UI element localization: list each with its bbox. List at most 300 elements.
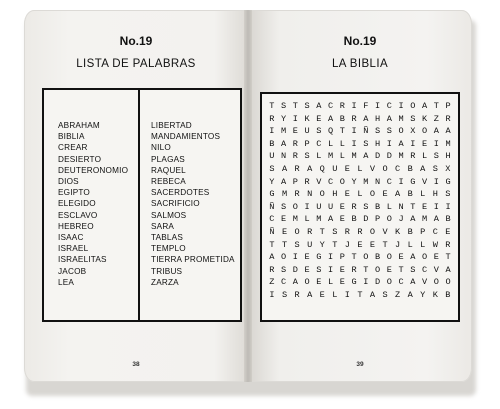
grid-letter: Z	[395, 289, 401, 300]
grid-letter: H	[332, 189, 338, 200]
grid-letter: A	[395, 189, 401, 200]
grid-letter: P	[292, 176, 298, 187]
grid-letter: R	[445, 239, 451, 250]
grid-letter: T	[281, 239, 288, 250]
grid-letter: L	[420, 239, 426, 250]
grid-letter: R	[351, 264, 357, 275]
grid-letter: U	[316, 201, 322, 212]
grid-row	[266, 100, 454, 113]
grid-letter: A	[420, 163, 426, 174]
grid-letter: M	[351, 151, 357, 162]
grid-row	[266, 251, 454, 264]
grid-letter: A	[407, 289, 413, 300]
grid-letter: S	[375, 126, 381, 137]
grid-letter: H	[432, 189, 438, 200]
grid-letter: B	[375, 252, 381, 263]
grid-letter: A	[433, 214, 439, 225]
grid-letter: T	[351, 252, 357, 263]
grid-letter: E	[316, 277, 322, 288]
grid-row	[266, 113, 454, 126]
word-list-column-2	[151, 120, 235, 288]
grid-letter: R	[294, 163, 300, 174]
grid-letter: O	[369, 189, 376, 200]
grid-letter: B	[339, 113, 345, 124]
grid-letter: O	[398, 126, 404, 137]
grid-letter: Y	[420, 289, 426, 300]
grid-letter: B	[269, 138, 275, 149]
grid-letter: L	[304, 214, 310, 225]
grid-row	[266, 188, 454, 201]
grid-letter: D	[386, 151, 392, 162]
grid-letter: A	[316, 101, 322, 111]
word-list-item: MANDAMIENTOS	[151, 132, 221, 142]
grid-letter: K	[304, 113, 310, 124]
grid-letter: H	[375, 113, 381, 124]
grid-letter: I	[292, 113, 298, 124]
grid-letter: Q	[328, 126, 334, 137]
word-list-item: LEA	[58, 277, 75, 287]
word-list-item: SACERDOTES	[151, 188, 210, 198]
grid-letter: T	[363, 264, 369, 275]
word-list-item: BIBLIA	[58, 132, 85, 142]
grid-letter: Ñ	[363, 126, 369, 137]
grid-letter: S	[281, 264, 287, 275]
grid-row	[266, 201, 454, 214]
grid-letter: A	[307, 289, 313, 300]
grid-letter: E	[422, 201, 428, 212]
grid-letter: B	[407, 189, 413, 200]
grid-letter: A	[445, 264, 451, 275]
grid-letter: O	[422, 126, 428, 137]
grid-letter: B	[407, 226, 413, 237]
grid-letter: Ñ	[269, 226, 275, 237]
grid-letter: P	[304, 138, 310, 149]
grid-letter: Z	[433, 113, 439, 124]
grid-letter: U	[328, 201, 334, 212]
grid-letter: A	[363, 151, 369, 162]
grid-letter: S	[269, 163, 275, 174]
grid-letter: R	[292, 138, 298, 149]
grid-letter: O	[386, 277, 392, 288]
grid-letter: G	[316, 252, 322, 263]
grid-letter: L	[422, 151, 428, 162]
grid-letter: V	[369, 163, 376, 174]
grid-letter: I	[445, 201, 451, 212]
word-list-item: JACOB	[58, 266, 87, 276]
word-list-title: LISTA DE PALABRAS	[76, 58, 196, 70]
grid-letter: L	[357, 189, 363, 200]
grid-letter: E	[339, 277, 345, 288]
grid-letter: V	[316, 176, 322, 187]
grid-letter: A	[410, 252, 416, 263]
grid-letter: A	[363, 113, 369, 124]
grid-letter: I	[433, 176, 439, 187]
grid-letter: T	[332, 239, 338, 250]
grid-letter: T	[410, 201, 416, 212]
word-list-item: EGIPTO	[58, 188, 90, 198]
word-list-item: TABLAS	[151, 233, 183, 243]
grid-letter: I	[351, 138, 357, 149]
grid-letter: S	[363, 138, 369, 149]
word-list-item: ISRAEL	[58, 244, 89, 254]
grid-letter: C	[269, 214, 275, 225]
grid-letter: V	[433, 264, 439, 275]
grid-letter: S	[363, 201, 369, 212]
grid-letter: I	[410, 138, 416, 149]
grid-letter: K	[432, 289, 438, 300]
grid-row	[266, 163, 454, 176]
grid-letter: Y	[351, 176, 357, 187]
grid-letter: D	[292, 264, 298, 275]
grid-letter: L	[316, 151, 322, 162]
grid-letter: E	[386, 264, 392, 275]
grid-letter: R	[410, 151, 416, 162]
grid-letter: A	[307, 163, 313, 174]
grid-letter: G	[351, 277, 357, 288]
grid-letter: E	[344, 163, 350, 174]
grid-letter: R	[445, 113, 451, 124]
grid-letter: S	[281, 289, 288, 300]
word-list-column-1	[58, 120, 128, 288]
grid-letter: D	[375, 277, 381, 288]
grid-letter: U	[269, 151, 275, 162]
grid-letter: O	[375, 264, 381, 275]
grid-letter: A	[386, 113, 392, 124]
grid-row	[266, 264, 454, 277]
grid-letter: O	[386, 252, 392, 263]
grid-letter: T	[269, 239, 275, 250]
grid-letter: I	[433, 201, 439, 212]
word-list-item: ELEGIDO	[58, 199, 96, 209]
word-list-item: TEMPLO	[151, 244, 186, 254]
grid-letter: Y	[269, 176, 275, 187]
grid-letter: M	[398, 151, 404, 162]
grid-letter: U	[332, 163, 338, 174]
grid-letter: S	[281, 101, 287, 111]
word-list-item: ZARZA	[151, 277, 179, 287]
grid-letter: S	[304, 151, 310, 162]
grid-letter: B	[407, 163, 413, 174]
grid-letter: B	[445, 214, 451, 225]
grid-letter: O	[304, 277, 310, 288]
grid-letter: H	[375, 138, 381, 149]
grid-letter: M	[445, 138, 451, 149]
grid-letter: E	[292, 126, 298, 137]
grid-letter: S	[433, 151, 439, 162]
grid-letter: J	[344, 239, 350, 250]
grid-letter: V	[382, 226, 388, 237]
grid-letter: E	[339, 264, 345, 275]
grid-letter: C	[398, 277, 404, 288]
word-list-item: CREAR	[58, 143, 88, 153]
grid-letter: I	[292, 252, 298, 263]
grid-letter: O	[422, 252, 428, 263]
grid-letter: A	[281, 138, 287, 149]
grid-letter: E	[316, 113, 322, 124]
grid-letter: A	[369, 289, 376, 300]
word-list-item: DIOS	[58, 177, 79, 187]
word-list-item: TIERRA PROMETIDA	[151, 255, 235, 265]
grid-letter: Y	[281, 113, 287, 124]
grid-letter: R	[269, 113, 275, 124]
grid-letter: B	[351, 214, 357, 225]
grid-letter: L	[339, 151, 345, 162]
book-spine	[244, 10, 252, 382]
grid-letter: Y	[319, 239, 325, 250]
grid-letter: I	[398, 176, 404, 187]
grid-letter: S	[316, 264, 322, 275]
word-list-item: ISAAC	[58, 233, 84, 243]
grid-letter: M	[292, 214, 298, 225]
grid-letter: J	[398, 214, 404, 225]
grid-letter: E	[339, 214, 345, 225]
grid-letter: R	[344, 226, 350, 237]
grid-letter: T	[398, 264, 404, 275]
grid-letter: O	[382, 163, 388, 174]
grid-letter: R	[339, 101, 345, 111]
grid-letter: O	[363, 252, 369, 263]
grid-letter: E	[344, 189, 350, 200]
grid-letter: A	[269, 252, 275, 263]
right-page	[248, 10, 472, 382]
grid-letter: S	[382, 289, 388, 300]
grid-letter: S	[386, 126, 392, 137]
grid-letter: C	[281, 277, 287, 288]
word-list-item: ABRAHAM	[58, 121, 100, 130]
grid-letter: I	[433, 138, 439, 149]
grid-letter: S	[332, 226, 338, 237]
word-list-item: RAQUEL	[151, 165, 186, 175]
grid-letter: E	[357, 239, 363, 250]
word-list-item: DEUTERONOMIO	[58, 165, 129, 175]
word-list-item: LIBERTAD	[151, 121, 192, 130]
grid-letter: T	[269, 101, 275, 111]
grid-letter: C	[395, 163, 401, 174]
grid-letter: R	[304, 176, 310, 187]
grid-letter: V	[422, 176, 428, 187]
grid-letter: A	[292, 277, 298, 288]
grid-letter: O	[339, 176, 345, 187]
grid-letter: O	[386, 214, 392, 225]
grid-row	[266, 138, 454, 151]
grid-letter: M	[281, 189, 288, 200]
grid-letter: Q	[319, 163, 325, 174]
grid-letter: N	[398, 201, 404, 212]
word-list-item: PLAGAS	[151, 154, 185, 164]
grid-letter: S	[410, 113, 416, 124]
grid-letter: F	[363, 101, 369, 111]
grid-letter: L	[328, 138, 334, 149]
word-list-box	[42, 88, 242, 322]
word-list-item: REBECA	[151, 177, 186, 187]
word-list-item: SACRIFICIO	[151, 199, 200, 209]
grid-letter: L	[420, 189, 426, 200]
grid-letter: O	[410, 101, 416, 111]
grid-letter: A	[422, 101, 428, 111]
grid-letter: L	[407, 239, 413, 250]
grid-letter: E	[281, 214, 287, 225]
grid-letter: I	[328, 252, 334, 263]
grid-letter: C	[422, 264, 428, 275]
grid-letter: R	[307, 226, 313, 237]
grid-letter: M	[316, 214, 322, 225]
open-book	[20, 10, 476, 398]
word-list-divider	[138, 90, 140, 320]
grid-letter: X	[410, 126, 416, 137]
left-page-number: 38	[132, 361, 140, 368]
grid-letter: S	[294, 239, 300, 250]
grid-row	[266, 213, 454, 226]
grid-letter: I	[269, 289, 275, 300]
grid-row	[266, 276, 454, 289]
grid-letter: I	[363, 277, 369, 288]
grid-row	[266, 239, 454, 252]
grid-letter: I	[375, 101, 381, 111]
grid-letter: G	[410, 176, 416, 187]
grid-letter: T	[445, 252, 451, 263]
grid-letter: I	[351, 101, 357, 111]
grid-letter: M	[328, 151, 334, 162]
grid-letter: L	[332, 289, 338, 300]
grid-letter: O	[319, 189, 325, 200]
grid-letter: T	[339, 126, 345, 137]
grid-letter: E	[433, 252, 439, 263]
word-list-item: NILO	[151, 143, 171, 153]
right-page-number: 39	[356, 361, 364, 368]
grid-letter: W	[432, 239, 438, 250]
grid-letter: O	[294, 226, 300, 237]
grid-letter: S	[432, 163, 438, 174]
grid-letter: V	[422, 277, 428, 288]
grid-letter: X	[445, 163, 451, 174]
grid-letter: O	[445, 277, 451, 288]
grid-letter: D	[375, 151, 381, 162]
grid-letter: E	[319, 289, 325, 300]
grid-letter: T	[357, 289, 363, 300]
grid-letter: T	[382, 239, 388, 250]
grid-letter: O	[369, 226, 376, 237]
grid-letter: E	[304, 264, 310, 275]
word-list-item: ISRAELITAS	[58, 255, 107, 265]
grid-letter: P	[339, 252, 345, 263]
grid-letter: E	[398, 252, 404, 263]
grid-letter: B	[445, 289, 451, 300]
grid-row	[266, 226, 454, 239]
grid-letter: A	[445, 126, 451, 137]
grid-letter: T	[292, 101, 298, 111]
word-list-item: TRIBUS	[151, 266, 183, 276]
grid-letter: A	[328, 113, 334, 124]
grid-letter: E	[445, 226, 451, 237]
grid-letter: Ñ	[269, 201, 275, 212]
grid-row	[266, 176, 454, 189]
grid-letter: E	[422, 138, 428, 149]
left-puzzle-number: No.19	[119, 34, 153, 48]
grid-letter: L	[357, 163, 363, 174]
grid-letter: R	[292, 151, 298, 162]
grid-letter: P	[420, 226, 426, 237]
grid-letter: Z	[269, 277, 275, 288]
grid-letter: P	[375, 214, 381, 225]
grid-letter: J	[395, 239, 401, 250]
grid-letter: N	[281, 151, 287, 162]
grid-letter: U	[307, 239, 313, 250]
grid-letter: A	[410, 277, 416, 288]
grid-letter: I	[269, 126, 275, 137]
grid-letter: A	[281, 163, 288, 174]
grid-letter: T	[319, 226, 325, 237]
grid-letter: I	[328, 264, 334, 275]
grid-letter: N	[307, 189, 313, 200]
grid-letter: S	[445, 189, 451, 200]
grid-letter: A	[410, 214, 416, 225]
grid-letter: C	[432, 226, 438, 237]
grid-letter: R	[294, 289, 300, 300]
word-list-item: SARA	[151, 221, 175, 231]
grid-row	[266, 125, 454, 138]
right-puzzle-number: No.19	[343, 34, 377, 48]
grid-row	[266, 289, 454, 302]
grid-letter: G	[445, 176, 451, 187]
grid-letter: M	[398, 113, 404, 124]
word-list-item: HEBREO	[58, 221, 94, 231]
word-list-item: SALMOS	[151, 210, 187, 220]
grid-letter: L	[339, 138, 345, 149]
grid-letter: R	[294, 189, 300, 200]
grid-letter: A	[281, 176, 287, 187]
grid-letter: P	[445, 101, 451, 111]
grid-letter: H	[445, 151, 451, 162]
grid-letter: S	[410, 264, 416, 275]
grid-letter: B	[375, 201, 381, 212]
grid-letter: M	[422, 214, 428, 225]
grid-letter: S	[316, 126, 322, 137]
grid-letter: R	[357, 226, 363, 237]
grid-letter: S	[281, 201, 287, 212]
grid-letter: U	[304, 126, 310, 137]
grid-letter: A	[398, 138, 404, 149]
grid-letter: M	[281, 126, 287, 137]
grid-letter: R	[269, 264, 275, 275]
grid-letter: K	[395, 226, 401, 237]
grid-letter: I	[344, 289, 350, 300]
grid-letter: C	[328, 176, 334, 187]
grid-letter: M	[363, 176, 369, 187]
grid-letter: I	[304, 201, 310, 212]
grid-letter: G	[269, 189, 275, 200]
word-list-item: DESIERTO	[58, 154, 102, 164]
grid-letter: I	[398, 101, 404, 111]
grid-letter: E	[382, 189, 388, 200]
grid-letter: E	[304, 252, 310, 263]
grid-letter: O	[281, 252, 287, 263]
grid-letter: R	[351, 113, 357, 124]
word-search-box	[260, 92, 460, 322]
puzzle-title: LA BIBLIA	[331, 58, 389, 70]
grid-letter: O	[292, 201, 298, 212]
grid-letter: K	[422, 113, 428, 124]
grid-letter: C	[316, 138, 322, 149]
word-search-grid	[266, 100, 454, 302]
grid-letter: L	[386, 201, 392, 212]
word-list-item: ESCLAVO	[58, 210, 98, 220]
grid-letter: T	[433, 101, 439, 111]
left-page	[24, 10, 248, 382]
grid-letter: A	[328, 214, 334, 225]
grid-letter: R	[351, 201, 357, 212]
grid-letter: C	[386, 176, 392, 187]
grid-letter: L	[328, 277, 334, 288]
